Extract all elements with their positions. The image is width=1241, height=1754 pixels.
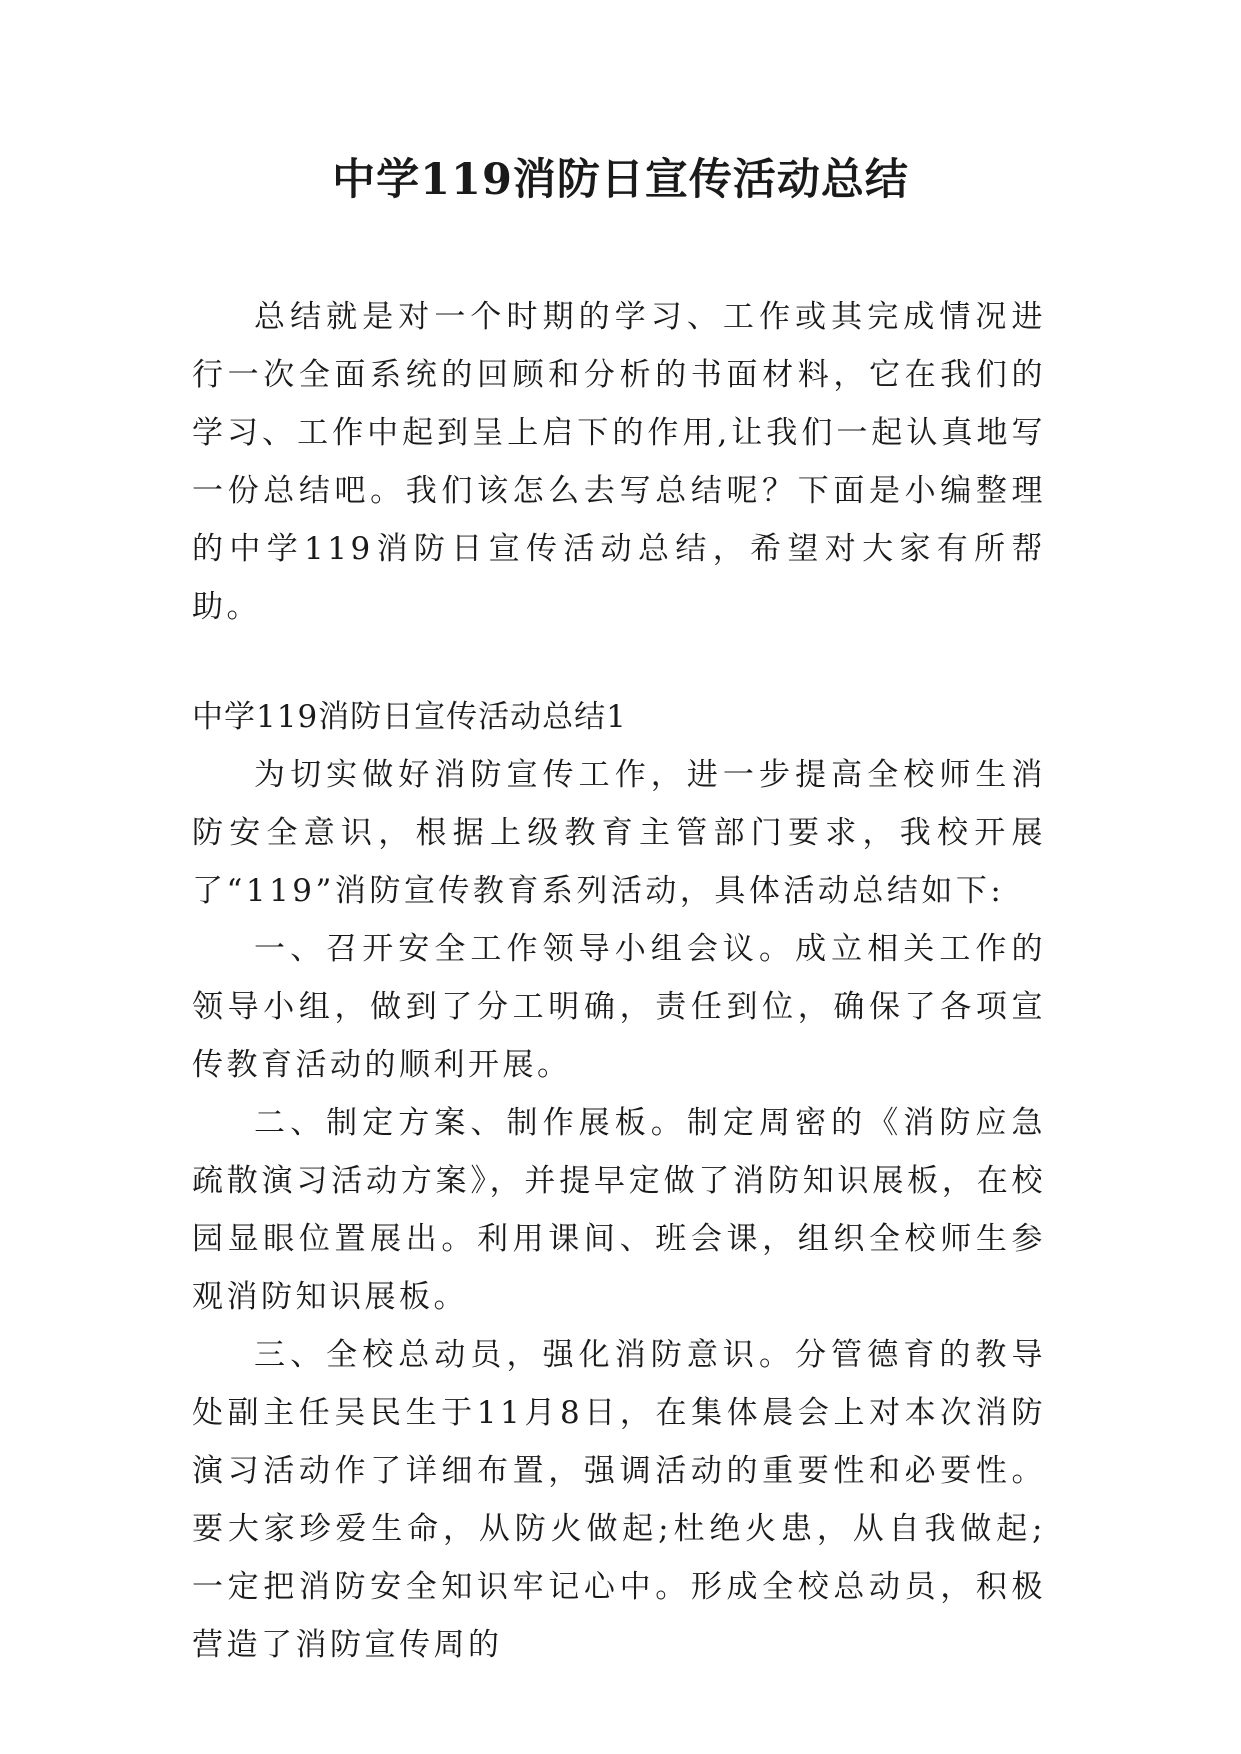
document-title: 中学119消防日宣传活动总结 <box>332 155 909 205</box>
intro-paragraph: 总结就是对一个时期的学习、工作或其完成情况进行一次全面系统的回顾和分析的书面材料，它在我们的学习、工作中起到呈上启下的作用,让我们一起认真地写一份总结吧。我们该怎么去写总结呢？下面是小编整理的中学119消防日宣传活动总结，希望对大家有所帮助。 <box>192 299 1046 625</box>
body-paragraph: 一、召开安全工作领导小组会议。成立相关工作的领导小组，做到了分工明确，责任到位，确保了各项宣传教育活动的顺利开展。 <box>192 931 1046 1083</box>
body-paragraph: 三、全校总动员，强化消防意识。分管德育的教导处副主任吴民生于11月8日，在集体晨会上对本次消防演习活动作了详细布置，强调活动的重要性和必要性。要大家珍爱生命，从防火做起;杜绝火患，从自我做起;一定把消防安全知识牢记心中。形成全校总动员，积极营造了消防宣传周的 <box>192 1337 1046 1663</box>
document-body <box>192 288 1046 1674</box>
section-heading: 中学119消防日宣传活动总结1 <box>192 699 627 735</box>
body-paragraph: 为切实做好消防宣传工作，进一步提高全校师生消防安全意识，根据上级教育主管部门要求，我校开展了“119”消防宣传教育系列活动，具体活动总结如下: <box>192 757 1046 909</box>
body-paragraph: 二、制定方案、制作展板。制定周密的《消防应急疏散演习活动方案》，并提早定做了消防知识展板，在校园显眼位置展出。利用课间、班会课，组织全校师生参观消防知识展板。 <box>192 1105 1046 1315</box>
